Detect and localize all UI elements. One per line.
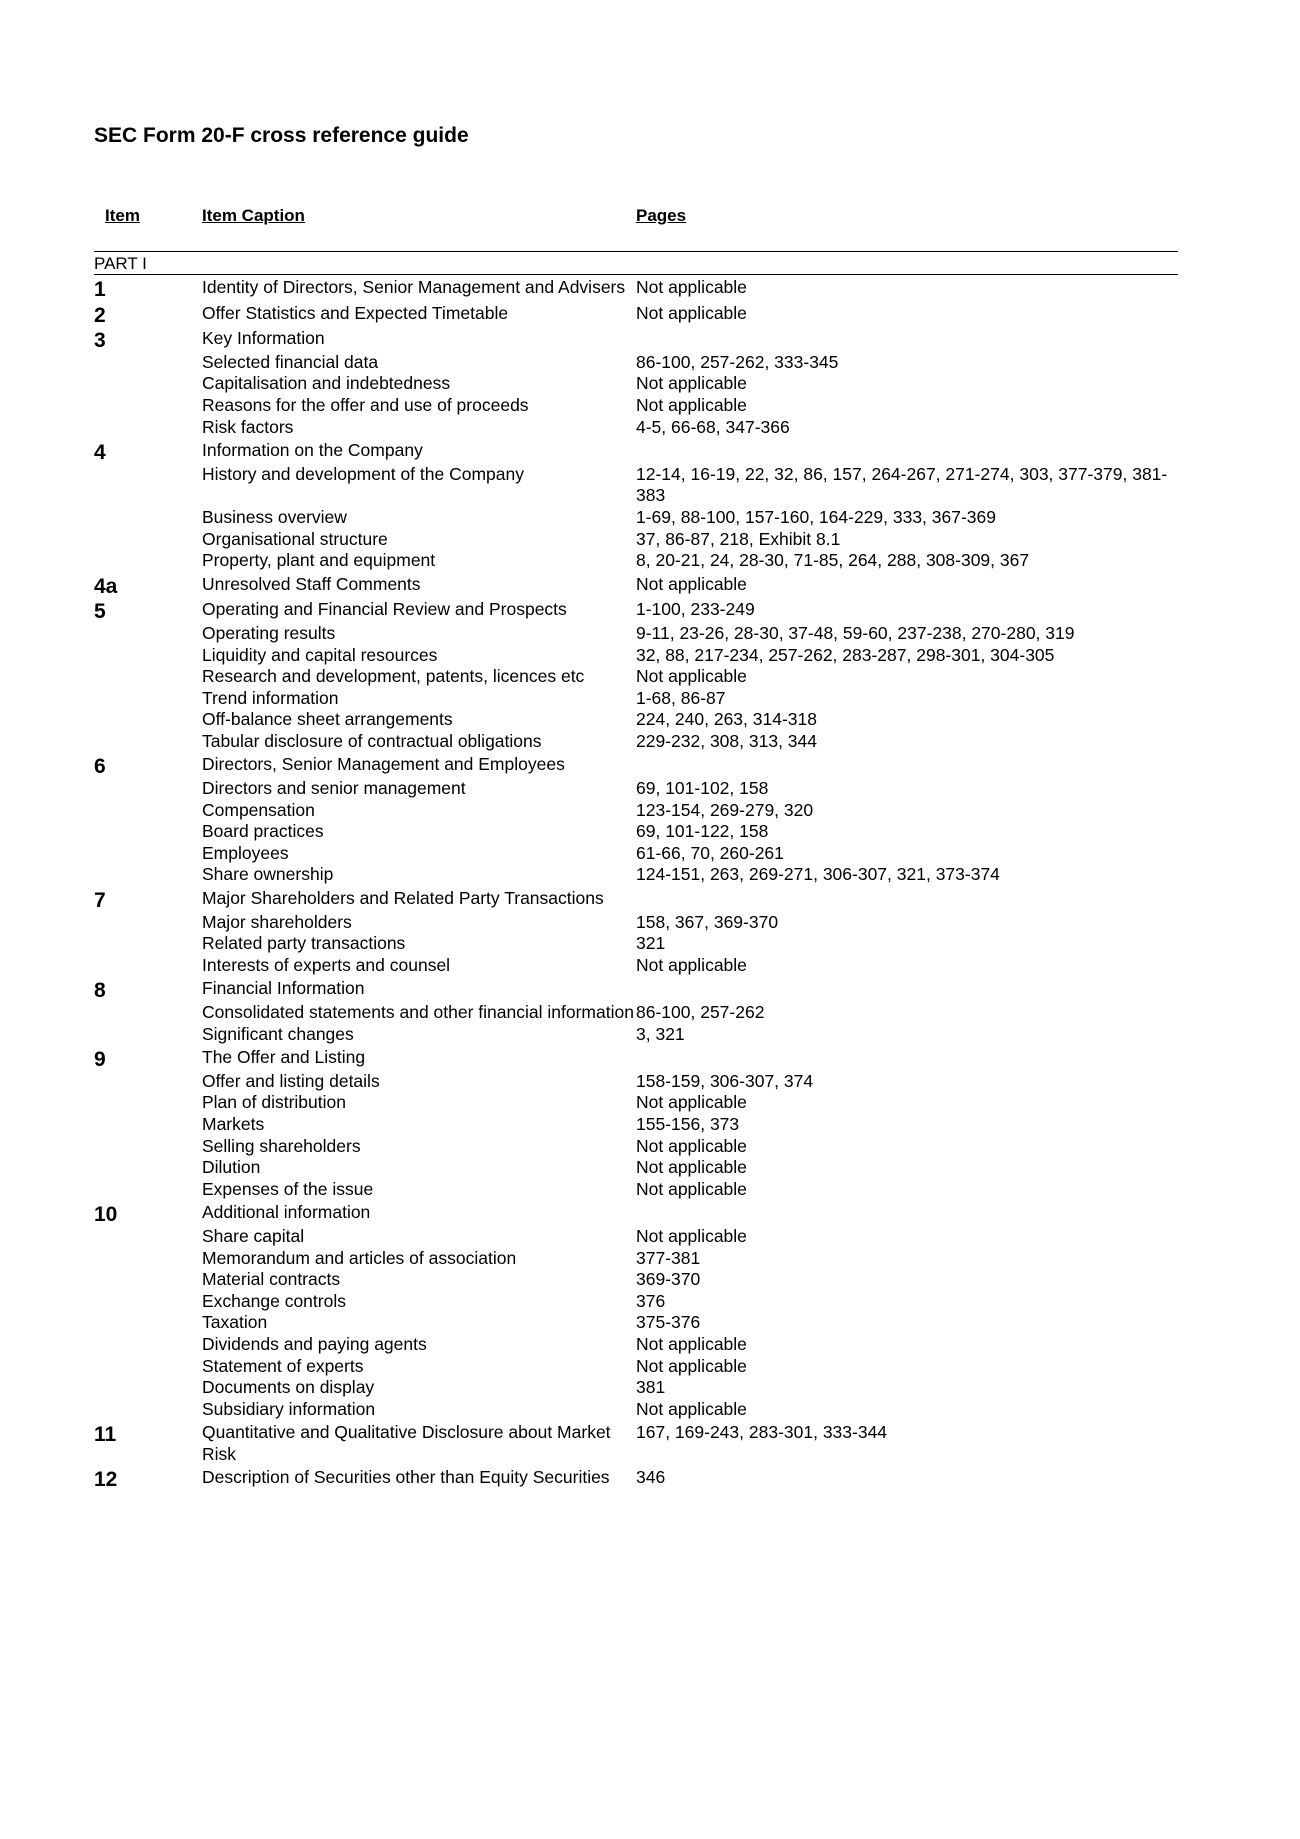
table-row: [94, 1269, 1178, 1291]
item-pages: 69, 101-122, 158: [636, 821, 769, 842]
table-row: [94, 1114, 1178, 1136]
table-row: [94, 529, 1178, 551]
item-caption: Directors and senior management: [202, 778, 466, 799]
item-pages: 123-154, 269-279, 320: [636, 799, 814, 820]
item-number: 6: [94, 755, 106, 779]
item-pages: 224, 240, 263, 314-318: [636, 709, 817, 730]
item-caption: Interests of experts and counsel: [202, 954, 451, 975]
item-number: [94, 778, 202, 780]
table-row: [94, 328, 1178, 352]
item-number: [94, 843, 202, 845]
table-row: [94, 1399, 1178, 1421]
item-pages: 377-381: [636, 1247, 701, 1268]
item-pages: 158, 367, 369-370: [636, 911, 779, 932]
item-caption: Exchange controls: [202, 1290, 346, 1311]
table-row: [94, 507, 1178, 529]
item-pages: 381: [636, 1377, 666, 1398]
table-row: [94, 1291, 1178, 1313]
item-caption: Operating and Financial Review and Prospects: [202, 599, 567, 620]
table-row: [94, 1377, 1178, 1399]
item-caption: Employees: [202, 842, 289, 863]
item-caption: Reasons for the offer and use of proceeds: [202, 394, 529, 415]
item-caption: Board practices: [202, 821, 324, 842]
item-caption: Liquidity and capital resources: [202, 644, 438, 665]
item-number: 4: [94, 441, 106, 465]
item-number: 9: [94, 1048, 106, 1072]
item-caption: History and development of the Company: [202, 463, 524, 484]
item-pages: Not applicable: [636, 302, 747, 323]
table-row: [94, 1136, 1178, 1158]
item-number: [94, 645, 202, 647]
item-caption: Dividends and paying agents: [202, 1333, 427, 1354]
item-caption: Memorandum and articles of association: [202, 1247, 517, 1268]
item-caption: The Offer and Listing: [202, 1047, 366, 1068]
item-pages: 86-100, 257-262: [636, 1002, 765, 1022]
column-header-caption: Item Caption: [202, 206, 305, 225]
item-pages: Not applicable: [636, 1157, 747, 1178]
table-row: [94, 754, 1178, 778]
table-row: [94, 843, 1178, 865]
item-caption: Taxation: [202, 1312, 268, 1333]
table-row: [94, 464, 1178, 507]
page-title: SEC Form 20-F cross reference guide: [94, 124, 469, 147]
table-row: [94, 800, 1178, 822]
item-caption: Consolidated statements and other financial information: [202, 1002, 634, 1022]
table-row: [94, 1071, 1178, 1093]
item-number: 7: [94, 889, 106, 913]
item-pages: Not applicable: [636, 394, 747, 415]
item-pages: 12-14, 16-19, 22, 32, 86, 157, 264-267, 271-274, 303, 377-379, 381-383: [636, 463, 1168, 506]
table-row: [94, 1092, 1178, 1114]
table-row: [94, 574, 1178, 598]
table-row: [94, 709, 1178, 731]
item-number: [94, 1002, 202, 1004]
item-pages: 158-159, 306-307, 374: [636, 1070, 814, 1091]
item-caption: Risk factors: [202, 416, 294, 437]
item-number: [94, 1248, 202, 1250]
item-caption: Major Shareholders and Related Party Transactions: [202, 888, 604, 909]
item-caption: Documents on display: [202, 1377, 375, 1398]
item-pages: 32, 88, 217-234, 257-262, 283-287, 298-301, 304-305: [636, 644, 1055, 665]
item-caption: Tabular disclosure of contractual obligations: [202, 730, 542, 751]
item-pages: 155-156, 373: [636, 1113, 740, 1134]
item-pages: Not applicable: [636, 1333, 747, 1354]
cross-reference-table: [94, 275, 1178, 1491]
table-row: [94, 1422, 1178, 1465]
item-number: [94, 1071, 202, 1073]
table-row: [94, 550, 1178, 572]
item-pages: 1-100, 233-249: [636, 599, 755, 620]
item-number: 5: [94, 600, 106, 624]
item-pages: 4-5, 66-68, 347-366: [636, 416, 790, 437]
item-pages: 229-232, 308, 313, 344: [636, 730, 817, 751]
item-caption: Compensation: [202, 799, 315, 820]
item-number: [94, 821, 202, 823]
table-row: [94, 978, 1178, 1002]
item-pages: 376: [636, 1290, 666, 1311]
item-caption: Selling shareholders: [202, 1135, 361, 1156]
item-caption: Material contracts: [202, 1269, 341, 1290]
item-caption: Related party transactions: [202, 933, 406, 954]
item-number: [94, 1157, 202, 1159]
table-row: [94, 1312, 1178, 1334]
item-number: [94, 709, 202, 711]
item-pages: Not applicable: [636, 954, 747, 975]
item-number: [94, 731, 202, 733]
table-row: [94, 1157, 1178, 1179]
table-row: [94, 1334, 1178, 1356]
table-row: [94, 352, 1178, 374]
item-caption: Markets: [202, 1113, 265, 1134]
item-caption: Selected financial data: [202, 351, 379, 372]
item-number: [94, 1114, 202, 1116]
column-header-pages: Pages: [636, 206, 687, 225]
item-number: [94, 1356, 202, 1358]
item-number: [94, 417, 202, 419]
item-caption: Statement of experts: [202, 1355, 364, 1376]
item-pages: Not applicable: [636, 277, 747, 297]
item-number: [94, 955, 202, 957]
table-row: [94, 1248, 1178, 1270]
table-row: [94, 417, 1178, 439]
item-caption: Information on the Company: [202, 440, 423, 461]
item-number: [94, 688, 202, 690]
table-row: [94, 395, 1178, 417]
table-row: [94, 864, 1178, 886]
item-number: [94, 395, 202, 397]
item-caption: Financial Information: [202, 978, 365, 999]
item-caption: Dilution: [202, 1157, 261, 1178]
table-row: [94, 623, 1178, 645]
item-number: [94, 373, 202, 375]
item-number: [94, 550, 202, 552]
table-row: [94, 955, 1178, 977]
item-number: [94, 623, 202, 625]
item-number: 10: [94, 1203, 118, 1227]
item-pages: Not applicable: [636, 573, 747, 594]
item-caption: Quantitative and Qualitative Disclosure about Market Risk: [202, 1422, 611, 1464]
item-caption: Operating results: [202, 622, 336, 643]
item-pages: 1-69, 88-100, 157-160, 164-229, 333, 367-369: [636, 506, 997, 527]
table-row: [94, 778, 1178, 800]
item-pages: 167, 169-243, 283-301, 333-344: [636, 1422, 888, 1443]
item-number: [94, 800, 202, 802]
item-caption: Share ownership: [202, 864, 334, 885]
item-caption: Offer and listing details: [202, 1070, 380, 1091]
table-row: [94, 440, 1178, 464]
item-caption: Research and development, patents, licences etc: [202, 666, 585, 687]
item-number: [94, 864, 202, 866]
item-pages: 369-370: [636, 1269, 701, 1290]
item-caption: Expenses of the issue: [202, 1178, 374, 1199]
item-number: [94, 912, 202, 914]
item-pages: Not applicable: [636, 1355, 747, 1376]
table-row: [94, 373, 1178, 395]
item-caption: Capitalisation and indebtedness: [202, 373, 451, 394]
item-pages: 375-376: [636, 1312, 701, 1333]
item-number: [94, 933, 202, 935]
item-caption: Off-balance sheet arrangements: [202, 709, 453, 730]
item-number: [94, 1291, 202, 1293]
item-pages: 9-11, 23-26, 28-30, 37-48, 59-60, 237-238, 270-280, 319: [636, 622, 1075, 643]
item-number: [94, 1179, 202, 1181]
item-number: 12: [94, 1468, 118, 1492]
item-caption: Trend information: [202, 687, 339, 708]
item-pages: Not applicable: [636, 1092, 747, 1113]
item-number: [94, 1226, 202, 1228]
item-number: [94, 1377, 202, 1379]
item-number: [94, 1024, 202, 1026]
table-row: [94, 1356, 1178, 1378]
header-divider-top: [94, 251, 1178, 252]
item-number: [94, 1269, 202, 1271]
item-caption: Subsidiary information: [202, 1398, 376, 1419]
table-row: [94, 1467, 1178, 1491]
item-caption: Directors, Senior Management and Employees: [202, 754, 565, 775]
item-caption: Offer Statistics and Expected Timetable: [202, 302, 509, 323]
item-number: [94, 1136, 202, 1138]
table-row: [94, 1202, 1178, 1226]
item-number: 3: [94, 329, 106, 353]
item-number: 4a: [94, 574, 118, 598]
item-number: [94, 529, 202, 531]
table-row: [94, 1002, 1178, 1024]
table-row: [94, 1024, 1178, 1046]
table-row: [94, 1047, 1178, 1071]
item-pages: 3, 321: [636, 1023, 685, 1044]
item-caption: Additional information: [202, 1202, 371, 1223]
item-caption: Organisational structure: [202, 528, 388, 549]
item-number: 1: [94, 278, 106, 301]
table-row: [94, 1226, 1178, 1248]
item-pages: Not applicable: [636, 373, 747, 394]
table-row: [94, 666, 1178, 688]
table-row: [94, 303, 1178, 327]
item-caption: Description of Securities other than Equity Securities: [202, 1467, 610, 1488]
table-row: [94, 688, 1178, 710]
item-caption: Property, plant and equipment: [202, 550, 436, 571]
item-number: 11: [94, 1423, 117, 1447]
item-caption: Business overview: [202, 506, 347, 527]
item-caption: Major shareholders: [202, 911, 352, 932]
item-pages: Not applicable: [636, 1225, 747, 1246]
item-number: [94, 1312, 202, 1314]
item-number: [94, 507, 202, 509]
item-pages: 124-151, 263, 269-271, 306-307, 321, 373-374: [636, 864, 1000, 885]
item-pages: Not applicable: [636, 666, 747, 687]
item-pages: 8, 20-21, 24, 28-30, 71-85, 264, 288, 308-309, 367: [636, 550, 1030, 571]
table-row: [94, 888, 1178, 912]
table-row: [94, 277, 1178, 301]
table-row: [94, 1179, 1178, 1201]
table-row: [94, 731, 1178, 753]
item-pages: 61-66, 70, 260-261: [636, 842, 784, 863]
item-caption: Significant changes: [202, 1023, 354, 1044]
item-number: [94, 1334, 202, 1336]
table-row: [94, 645, 1178, 667]
item-pages: 1-68, 86-87: [636, 687, 726, 708]
item-number: 2: [94, 303, 106, 327]
item-pages: Not applicable: [636, 1135, 747, 1156]
item-number: [94, 352, 202, 354]
item-pages: 69, 101-102, 158: [636, 778, 769, 799]
item-pages: Not applicable: [636, 1398, 747, 1419]
item-pages: 321: [636, 933, 666, 954]
item-number: [94, 464, 202, 466]
item-pages: 86-100, 257-262, 333-345: [636, 351, 839, 372]
item-number: [94, 1399, 202, 1401]
column-header-item: Item: [105, 206, 140, 225]
item-caption: Unresolved Staff Comments: [202, 573, 421, 594]
item-number: [94, 1092, 202, 1094]
item-pages: Not applicable: [636, 1178, 747, 1199]
item-pages: 346: [636, 1467, 666, 1488]
item-caption: Share capital: [202, 1225, 305, 1246]
part-label: PART I: [94, 254, 147, 273]
item-number: 8: [94, 979, 106, 1003]
item-pages: 37, 86-87, 218, Exhibit 8.1: [636, 528, 841, 549]
item-number: [94, 666, 202, 668]
item-caption: Plan of distribution: [202, 1092, 346, 1113]
table-row: [94, 821, 1178, 843]
item-caption: Identity of Directors, Senior Management and Advisers: [202, 277, 626, 297]
item-caption: Key Information: [202, 328, 325, 349]
table-row: [94, 933, 1178, 955]
table-row: [94, 912, 1178, 934]
table-row: [94, 599, 1178, 623]
